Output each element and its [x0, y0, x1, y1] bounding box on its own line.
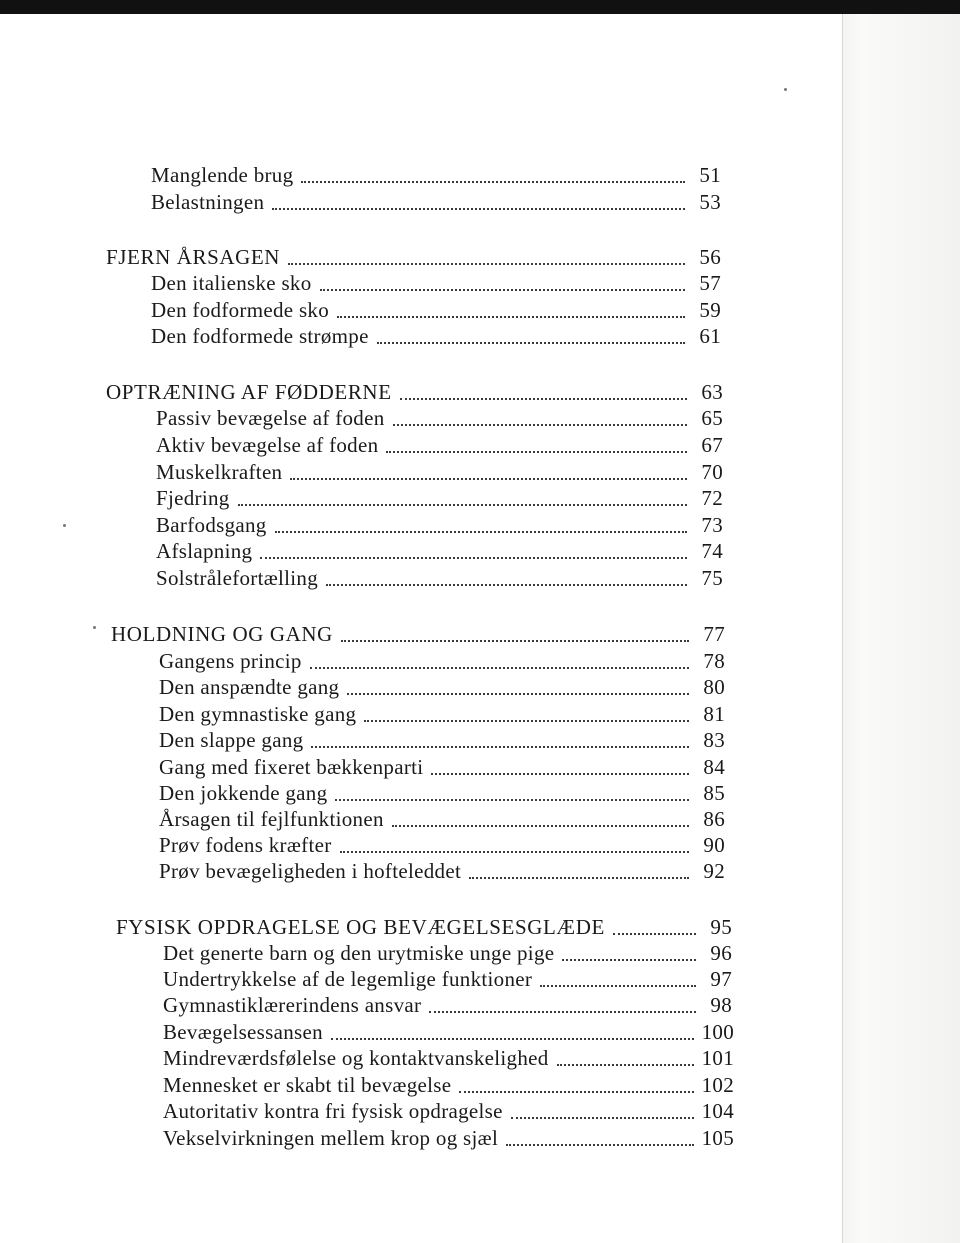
toc-entry [151, 297, 721, 323]
toc-entry-label: Autoritativ kontra fri fysisk opdragelse [163, 1099, 503, 1123]
toc-heading-page: 77 [703, 622, 725, 646]
toc-entry-page: 86 [703, 807, 725, 831]
toc-entry-page: 78 [703, 649, 725, 673]
toc-entry-label: Den fodformede strømpe [151, 324, 369, 348]
dot-leader [386, 451, 687, 453]
toc-entry-page: 57 [699, 271, 721, 295]
toc-entry-label: Bevægelsessansen [163, 1020, 323, 1044]
dot-leader [335, 799, 689, 801]
dot-leader [260, 557, 687, 559]
dot-leader [275, 531, 687, 533]
toc-entry [159, 648, 725, 674]
toc-section-heading [111, 621, 725, 647]
dot-leader [393, 424, 687, 426]
toc-entry [159, 780, 725, 806]
toc-entry [156, 459, 723, 485]
toc-entry [156, 405, 723, 431]
toc-entry-page: 83 [703, 728, 725, 752]
toc-entry-label: Den anspændte gang [159, 675, 340, 699]
toc-entry-label: Gang med fixeret bækkenparti [159, 755, 424, 779]
dot-leader [320, 289, 685, 291]
dot-leader [469, 877, 689, 879]
toc-entry [163, 940, 732, 966]
toc-entry-label: Undertrykkelse af de legemlige funktioner [163, 967, 533, 991]
toc-entry-page: 101 [701, 1046, 734, 1070]
dot-leader [272, 208, 685, 210]
toc-entry-page: 59 [699, 298, 721, 322]
toc-entry-page: 61 [699, 324, 721, 348]
toc-entry [163, 1125, 734, 1151]
toc-entry [151, 323, 721, 349]
toc-entry [159, 754, 725, 780]
dot-leader [326, 584, 687, 586]
toc-section-heading [106, 244, 721, 270]
toc-entry-label: Den jokkende gang [159, 781, 328, 805]
toc-entry-page: 97 [710, 967, 732, 991]
dot-leader [301, 181, 685, 183]
toc-entry-label: Prøv bevægeligheden i hofteleddet [159, 859, 462, 883]
toc-entry-page: 73 [701, 513, 723, 537]
dot-leader [377, 342, 685, 344]
dot-leader [331, 1038, 694, 1040]
dot-leader [337, 316, 685, 318]
toc-entry-label: Fjedring [156, 486, 230, 510]
toc-heading-label: OPTRÆNING AF FØDDERNE [106, 380, 392, 404]
toc-entry [159, 832, 725, 858]
dot-leader [511, 1117, 694, 1119]
dot-leader [392, 825, 689, 827]
toc-entry [156, 432, 723, 458]
toc-entry-label: Passiv bevægelse af foden [156, 406, 385, 430]
toc-entry-label: Den fodformede sko [151, 298, 330, 322]
toc-entry-label: Aktiv bevægelse af foden [156, 433, 379, 457]
toc-heading-page: 56 [699, 245, 721, 269]
toc-entry-page: 75 [701, 566, 723, 590]
dot-leader [347, 693, 689, 695]
toc-entry-label: Belastningen [151, 190, 265, 214]
toc-entry [159, 674, 725, 700]
toc-heading-label: FYSISK OPDRAGELSE OG BEVÆGELSESGLÆDE [116, 915, 605, 939]
dot-leader [557, 1064, 694, 1066]
toc-heading-label: FJERN ÅRSAGEN [106, 245, 281, 269]
toc-entry-label: Mennesket er skabt til bevægelse [163, 1073, 452, 1097]
toc-entry [163, 1098, 734, 1124]
toc-entry-page: 70 [701, 460, 723, 484]
toc-entry-label: Manglende brug [151, 163, 294, 187]
toc-entry [163, 1072, 734, 1098]
toc-entry-label: Mindreværdsfølelse og kontaktvanskelighed [163, 1046, 549, 1070]
toc-entry [163, 1045, 734, 1071]
toc-entry [151, 270, 721, 296]
toc-entry-label: Prøv fodens kræfter [159, 833, 332, 857]
toc-entry-page: 51 [699, 163, 721, 187]
dot-leader [238, 504, 687, 506]
dot-leader [400, 398, 687, 400]
toc-entry [163, 966, 732, 992]
dot-leader [429, 1011, 696, 1013]
dot-leader [459, 1091, 693, 1093]
dot-leader [311, 746, 689, 748]
dot-leader [613, 933, 696, 935]
toc-section-heading [106, 379, 723, 405]
dot-leader [562, 959, 696, 961]
toc-entry-page: 90 [703, 833, 725, 857]
toc-entry-page: 104 [701, 1099, 734, 1123]
dot-leader [540, 985, 696, 987]
toc-section-heading [116, 914, 732, 940]
toc-entry-label: Årsagen til fejlfunktionen [159, 807, 384, 831]
toc-heading-page: 95 [710, 915, 732, 939]
toc-entry-page: 98 [710, 993, 732, 1017]
dot-leader [310, 667, 689, 669]
toc-entry-label: Den italienske sko [151, 271, 312, 295]
toc-entry-label: Gangens princip [159, 649, 302, 673]
toc-entry [156, 512, 723, 538]
toc-entry [156, 485, 723, 511]
toc-entry-label: Den gymnastiske gang [159, 702, 357, 726]
toc-entry-page: 96 [710, 941, 732, 965]
toc-entry-label: Muskelkraften [156, 460, 283, 484]
toc-heading-page: 63 [701, 380, 723, 404]
toc-entry [159, 858, 725, 884]
toc-entry-page: 72 [701, 486, 723, 510]
toc-entry-page: 105 [701, 1126, 734, 1150]
toc-entry-label: Gymnastiklærerindens ansvar [163, 993, 422, 1017]
dot-leader [288, 263, 685, 265]
toc-entry-page: 81 [703, 702, 725, 726]
toc-entry-label: Det generte barn og den urytmiske unge pige [163, 941, 555, 965]
dot-leader [431, 773, 689, 775]
toc-entry-label: Vekselvirkningen mellem krop og sjæl [163, 1126, 499, 1150]
toc-entry [159, 806, 725, 832]
dot-leader [290, 478, 687, 480]
dot-leader [364, 720, 689, 722]
toc-heading-label: HOLDNING OG GANG [111, 622, 333, 646]
toc-entry-label: Den slappe gang [159, 728, 304, 752]
toc-entry-page: 65 [701, 406, 723, 430]
toc-entry [163, 992, 732, 1018]
toc-entry-page: 102 [701, 1073, 734, 1097]
toc-entry-page: 53 [699, 190, 721, 214]
dot-leader [341, 640, 689, 642]
toc-entry [151, 162, 721, 188]
toc-entry [156, 538, 723, 564]
toc-entry-page: 84 [703, 755, 725, 779]
toc-entry-page: 85 [703, 781, 725, 805]
toc-entry-label: Afslapning [156, 539, 253, 563]
toc-entry-page: 100 [701, 1020, 734, 1044]
toc-entry-page: 74 [701, 539, 723, 563]
toc-entry [151, 189, 721, 215]
toc-entry-page: 80 [703, 675, 725, 699]
toc-entry [156, 565, 723, 591]
dot-leader [340, 851, 689, 853]
toc-entry-label: Solstrålefortælling [156, 566, 319, 590]
toc-entry [159, 727, 725, 753]
toc-entry-page: 67 [701, 433, 723, 457]
dot-leader [506, 1144, 694, 1146]
toc-entry-page: 92 [703, 859, 725, 883]
toc-entry [159, 701, 725, 727]
toc-entry [163, 1019, 734, 1045]
toc-entry-label: Barfodsgang [156, 513, 267, 537]
